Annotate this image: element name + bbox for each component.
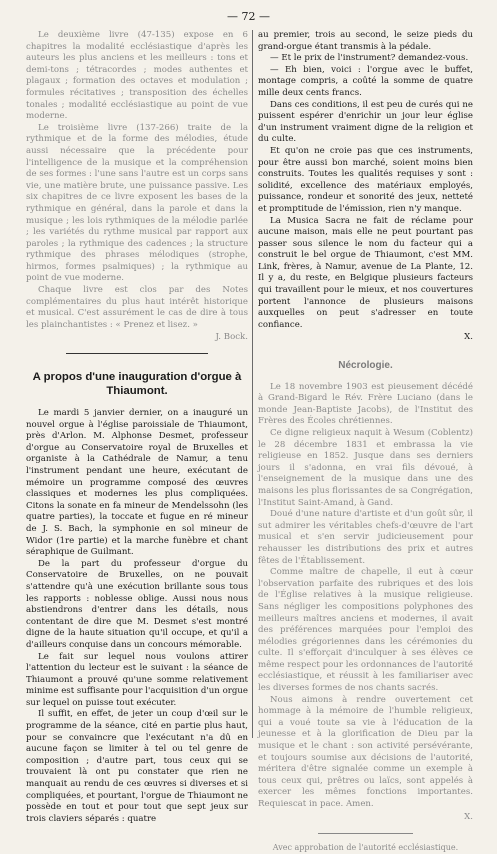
- article-paragraph: — Eh bien, voici : l'orgue avec le buffet, montage compris, a coûté la somme de quatre mille deux cents francs.: [258, 64, 473, 98]
- book-review-paragraph: Chaque livre est clos par des Notes complémentaires du plus haut intérêt historique et musical. C'est assurément le cas de dire à tous les plainchantistes : « Prenez et lisez. »: [26, 285, 248, 330]
- necrology-paragraph: Nous aimons à rendre ouvertement cet hommage à la mémoire de l'humble religieux, qui a voué toute sa vie à l'éducation de la jeunesse et à la glorification de Dieu par la musique et le chant : son activité persévérante, et toujours soumise aux décisions de l'autorité, méritera d'être signalée comme un exemple à tous ceux qui, prêtres ou laïcs, sont appelés à exercer les mêmes fonctions importantes. Requiescat in pace. Amen.: [258, 694, 473, 809]
- article-paragraph: Le mardi 5 janvier dernier, on a inauguré un nouvel orgue à l'église paroissiale de Thiaumont, près d'Arlon. M. Alphonse Desmet, professeur d'orgue au Conservatoire royal de Bruxelles et organiste à la Cathédrale de Namur, a tenu l'instrument pendant une heure, exécutant de mémoire un programme composé des œuvres classiques et modernes les plus compliquées. Citons la sonate en fa mineur de Mendelssohn (les quatre parties), la toccate et fugue en ré mineur de J. S. Bach, la symphonie en sol mineur de Widor (1re partie) et la marche funèbre et chant séraphique de Guilmant.: [26, 408, 248, 558]
- necrology-signature: X.: [464, 811, 473, 822]
- necrology-paragraph: Comme maître de chapelle, il eut à cœur l'observation parfaite des rubriques et des lois de l'Église relatives à la musique religieuse. Sans négliger les compositions polyphones des meilleurs maîtres anciens et modernes, il avait des préférences marquées pour l'emploi des mélodies grégoriennes dans les cérémonies du culte. Il s'efforçait d'inculquer à ses élèves ce même respect pour les ordonnances de l'autorité ecclésiastique, et réussit à les familiariser avec les diverses formes de nos chants sacrés.: [258, 567, 473, 694]
- right-column: [258, 30, 473, 854]
- article-paragraph: Dans ces conditions, il est peu de curés qui ne puissent espérer d'enrichir un jour leur église d'un instrument vraiment digne de la religion et du culte.: [258, 99, 473, 145]
- article-paragraph: — Et le prix de l'instrument? demandez-vous.: [270, 53, 469, 64]
- necrology-paragraph: Doué d'une nature d'artiste et d'un goût sûr, il sut admirer les véritables chefs-d'œuvre de l'art musical et s'en servir judicieusement pour rehausser les distributions des prix et autres fêtes de l'Établissement.: [258, 509, 473, 566]
- footer-divider: [318, 833, 413, 834]
- column-divider: [252, 30, 253, 738]
- article-paragraph: au premier, trois au second, le seize pieds du grand-orgue étant transmis à la pédale.: [258, 30, 473, 52]
- article-paragraph: Et qu'on ne croie pas que ces instruments, pour être aussi bon marché, soient moins bien construits. Toutes les qualités requises y sont : solidité, excellence des matériaux employés, puissance, rondeur et sonorité des jeux, netteté et promptitude de l'émission, rien n'y manque.: [258, 145, 473, 214]
- article-paragraph: Le fait sur lequel nous voulons attirer l'attention du lecteur est le suivant : la séance de Thiaumont a prouvé qu'une somme relativement minime est suffisante pour l'acquisition d'un orgue sur lequel on puisse tout exécuter.: [26, 651, 248, 708]
- left-column: [26, 30, 248, 825]
- article-paragraph: La Musica Sacra ne fait de réclame pour aucune maison, mais elle ne peut pourtant pas passer sous silence le nom du facteur qui a construit le bel orgue de Thiaumont, c'est MM. Link, frères, à Namur, avenue de La Plante, 12. Il y a, du reste, en Belgique plusieurs facteurs qui travaillent pour le mieux, et nos couvertures portent l'annonce de plusieurs maisons auxquelles on peut s'adresser en toute confiance.: [258, 215, 473, 330]
- book-review-paragraph: Le deuxième livre (47-135) expose en 6 chapitres la modalité ecclésiastique d'après les auteurs les plus anciens et les meilleurs : tons et demi-tons ; tétracordes ; modes authentes et plagaux ; formation des octaves et modulation ; formules récitatives ; transposition des échelles tonales ; modalité ecclésiastique au point de vue moderne.: [26, 30, 248, 122]
- article-title: A propos d'une inauguration d'orgue à Thiaumont.: [32, 371, 242, 398]
- article-paragraph: De la part du professeur d'orgue du Conservatoire de Bruxelles, on ne pouvait s'attendre qu'à une exécution brillante sous tous les rapports : noblesse oblige. Aussi nous nous abstiendrons d'entrer dans les détails, nous contentant de dire que M. Desmet s'est montré digne de la haute situation qu'il occupe, et qu'il a d'ailleurs conquise dans un concours mémorable.: [26, 558, 248, 650]
- necrology-paragraph: Le 18 novembre 1903 est pieusement décédé à Grand-Bigard le Rév. Frère Luciano (dans le monde Jean-Baptiste Jacobs), de l'Institut des Frères des Écoles chrétiennes.: [258, 381, 473, 427]
- section-divider: [66, 353, 208, 354]
- necrology-title: Nécrologie.: [338, 360, 393, 372]
- article-signature: X.: [464, 332, 473, 343]
- book-review-paragraph: Le troisième livre (137-266) traite de la rythmique et de la forme des mélodies, étude aussi nécessaire que la précédente pour l'intelligence de la musique et la compréhension de ses formes : l'une sans l'autre est un corps sans vie, une matière brute, une puissance passive. Les six chapitres de ce livre exposent les bases de la rythmique en général, dans la parole et dans la musique ; les lois rythmiques de la mélodie parlée ; les variétés du rythme musical par rapport aux paroles ; la rythmique des cadences ; la structure rythmique des phrases mélodiques (strophe, hirmos, formes psalmiques) ; la rythmique au point de vue moderne.: [26, 122, 248, 284]
- approval-note: Avec approbation de l'autorité ecclésiastique.: [272, 843, 459, 853]
- page-number: — 72 —: [227, 10, 270, 23]
- necrology-paragraph: Ce digne religieux naquit à Wesum (Coblentz) le 28 décembre 1831 et embrassa la vie religieuse en 1852. Jusque dans ses derniers jours il s'adonna, en vrai fils dévoué, à l'enseignement de la musique dans une des maisons les plus florissantes de sa Congrégation, l'Institut Saint-Amand, à Gand.: [258, 428, 473, 508]
- book-review-signature: J. Bock.: [215, 332, 248, 343]
- article-paragraph: Il suffit, en effet, de jeter un coup d'œil sur le programme de la séance, cité en partie plus haut, pour se convaincre que l'exécutant n'a dû en aucune façon se limiter à tel ou tel genre de composition ; d'autre part, tous ceux qui se trouvaient là ont pu constater que rien ne manquait au rendu de ces œuvres si diverses et si compliquées, et pourtant, l'orgue de Thiaumont ne possède en tout et pour tout que sept jeux sur trois claviers séparés : quatre: [26, 709, 248, 824]
